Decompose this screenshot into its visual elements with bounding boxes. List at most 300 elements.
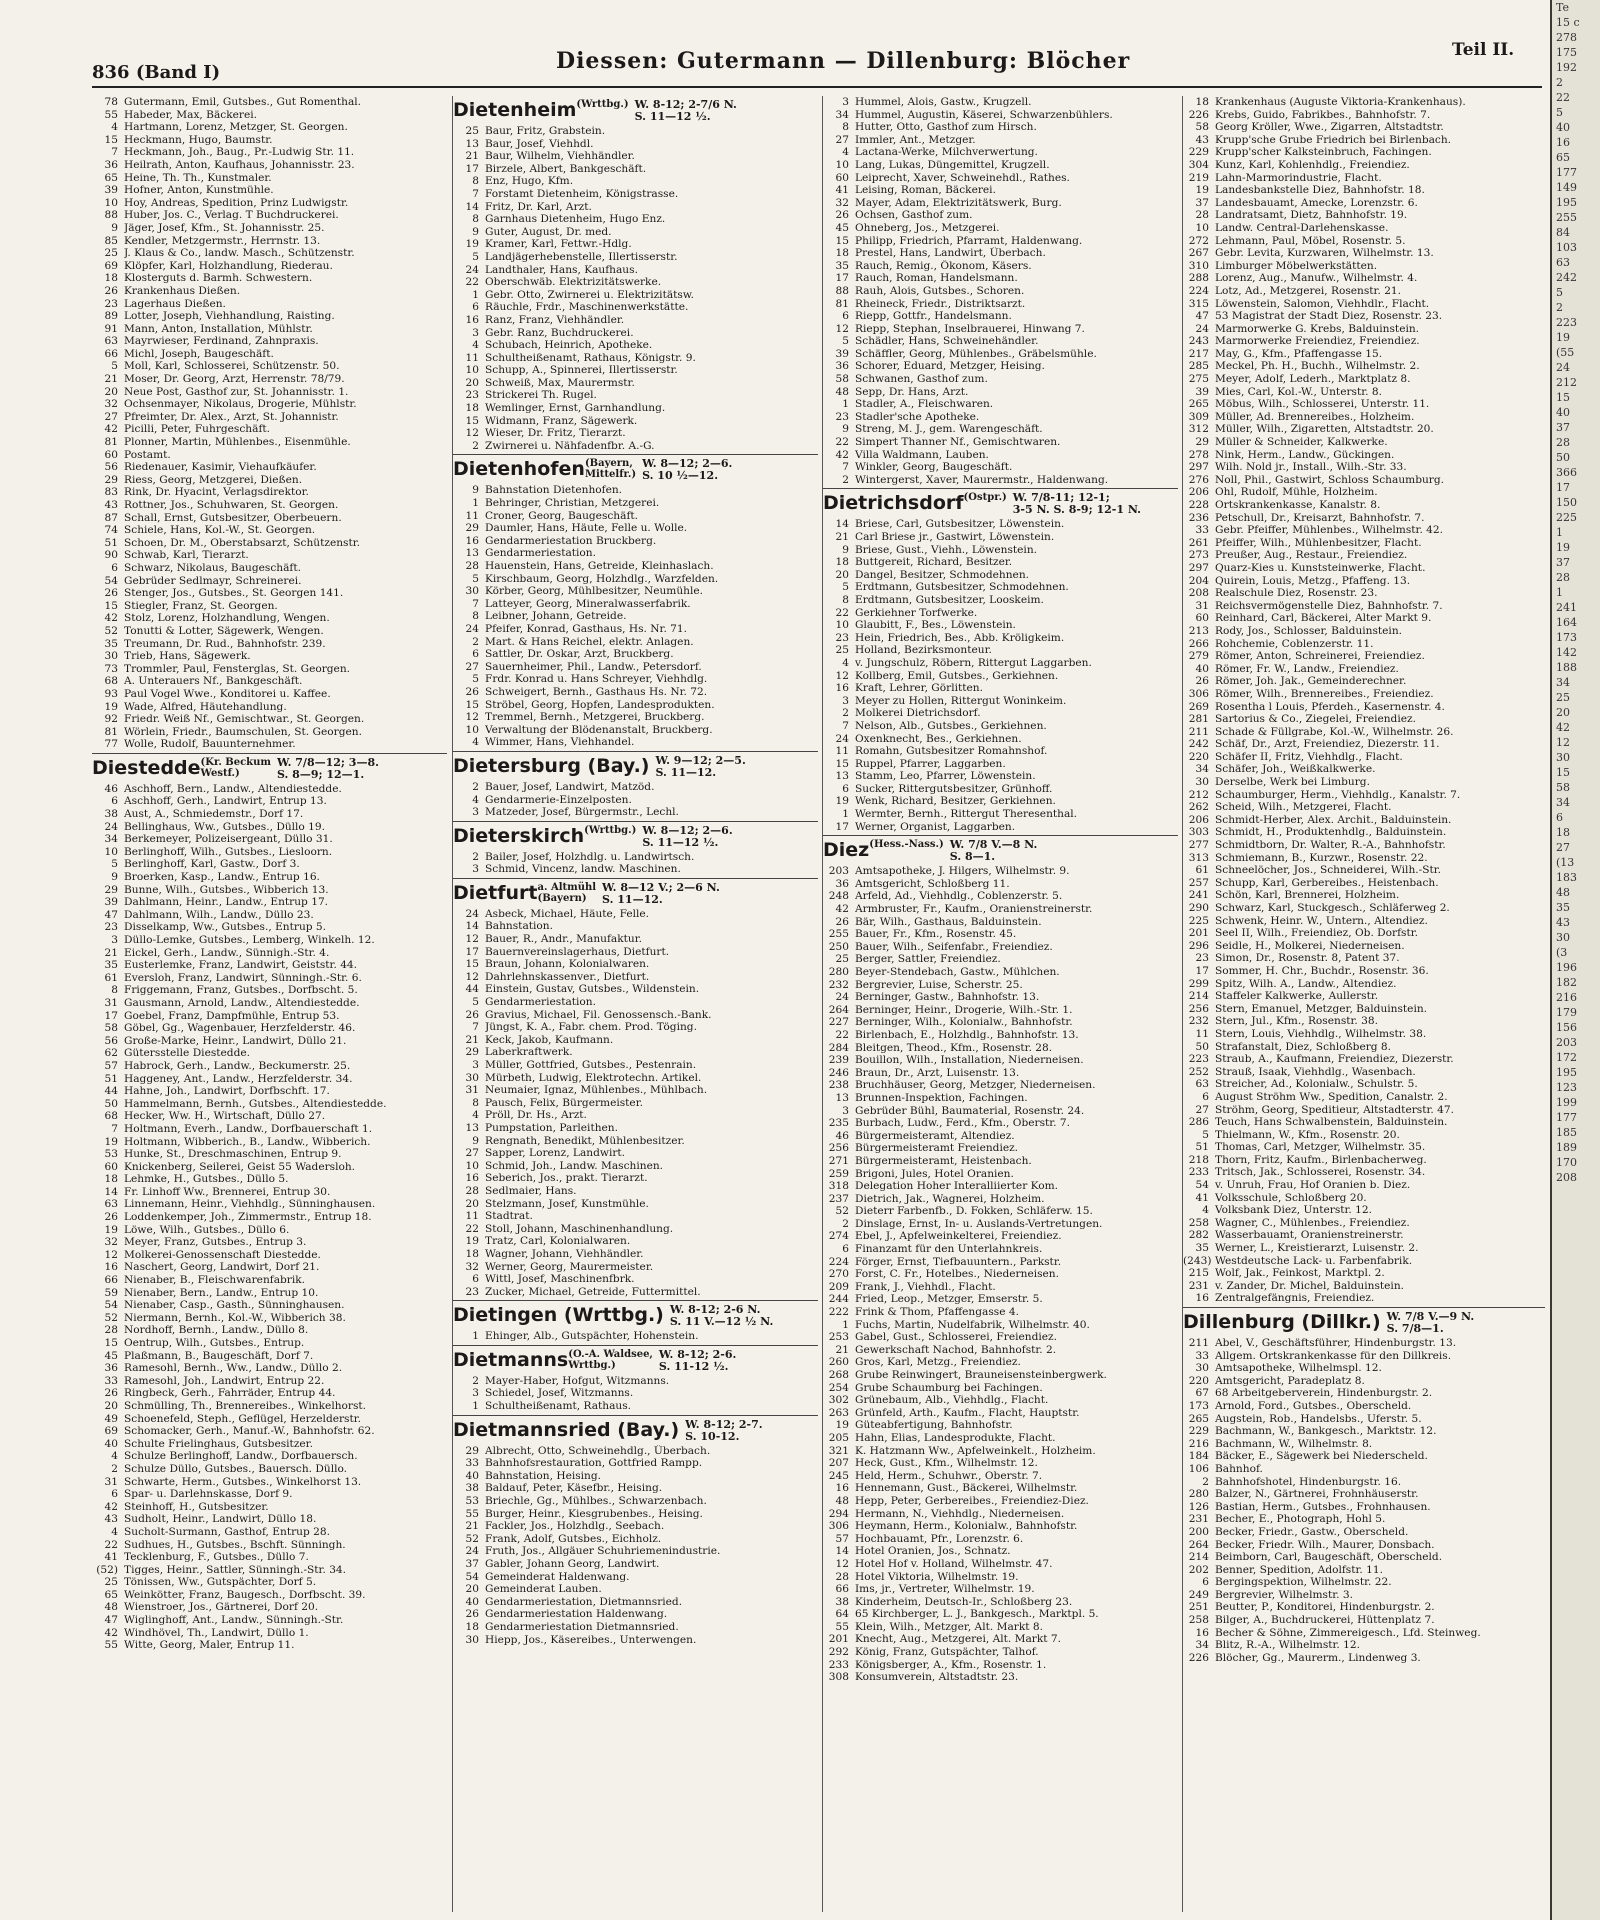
listing-entry xyxy=(823,1193,1178,1206)
phone-number: 65 xyxy=(104,1588,118,1601)
phone-number: 7 xyxy=(842,461,849,474)
listing-entry xyxy=(1183,1400,1545,1413)
phone-number: 37 xyxy=(465,1558,479,1570)
listing-entry xyxy=(92,1589,447,1602)
listing-entry xyxy=(453,497,818,510)
listing-entry xyxy=(453,301,818,314)
subscriber-text: Dieterr Farbenfb., D. Fokken, Schläferw. 15. xyxy=(855,1205,1093,1218)
listing-entry xyxy=(1183,1028,1545,1041)
listing-entry xyxy=(92,1287,447,1300)
place-section xyxy=(1183,96,1545,1305)
subscriber-text: Nienaber, Casp., Gasth., Sünninghausen. xyxy=(124,1299,345,1312)
listing-entry xyxy=(1183,1129,1545,1142)
phone-number: 15 xyxy=(465,958,479,971)
listing-entry xyxy=(92,486,447,499)
subscriber-text: Braun, Johann, Kolonialwaren. xyxy=(485,958,650,971)
subscriber-text: Klosterguts d. Barmh. Schwestern. xyxy=(124,272,313,285)
listing-entry xyxy=(823,865,1178,878)
subscriber-text: Bahnhofsrestauration, Gottfried Rampp. xyxy=(485,1457,703,1470)
subscriber-text: Pfeiffer, Wilh., Mühlenbesitzer, Flacht. xyxy=(1215,536,1422,549)
place-qualifier: (Ostpr.) xyxy=(963,492,1007,504)
phone-number: 228 xyxy=(1188,499,1209,511)
listing-entry xyxy=(92,1312,447,1325)
subscriber-text: Rottner, Jos., Schuhwaren, St. Georgen. xyxy=(124,499,339,511)
phone-number: 10 xyxy=(104,196,118,209)
phone-number: 205 xyxy=(828,1431,849,1444)
subscriber-text: Stadler'sche Apotheke. xyxy=(855,410,980,423)
listing-entry xyxy=(92,1337,447,1350)
listing-entry xyxy=(823,1369,1178,1382)
subscriber-text: Wiglinghoff, Ant., Landw., Sünningh.-Str. xyxy=(124,1614,344,1627)
subscriber-text: Landesbankstelle Diez, Bahnhofstr. 18. xyxy=(1215,184,1425,197)
phone-number: 32 xyxy=(104,398,118,411)
subscriber-text: Paul Vogel Wwe., Konditorei u. Kaffee. xyxy=(124,687,331,700)
phone-number: 6 xyxy=(842,782,849,795)
listing-entry xyxy=(823,594,1178,607)
phone-number: 33 xyxy=(465,1457,479,1470)
listing-entry xyxy=(1183,1551,1545,1564)
listing-entry xyxy=(92,474,447,487)
place-section xyxy=(1183,1307,1545,1664)
subscriber-text: Schulze Düllo, Gutsbes., Bauersch. Düllo. xyxy=(124,1462,348,1475)
listing-entry xyxy=(1183,1242,1545,1255)
edge-fragment: 65 xyxy=(1556,151,1570,164)
phone-number: 28 xyxy=(465,560,479,572)
subscriber-text: Baur, Fritz, Grabstein. xyxy=(485,125,606,137)
listing-entry xyxy=(92,871,447,884)
subscriber-text: Rheineck, Friedr., Distriktsarzt. xyxy=(855,297,1026,310)
place-heading xyxy=(92,753,447,781)
listing-entry xyxy=(1183,1526,1545,1539)
phone-number: 296 xyxy=(1188,939,1209,952)
listing-entry xyxy=(1183,1639,1545,1652)
phone-number: 31 xyxy=(465,1084,479,1097)
listing-entry xyxy=(453,1330,818,1343)
phone-number: 47 xyxy=(1195,310,1209,323)
place-qualifier: (Kr. Beckum Westf.) xyxy=(200,756,271,779)
subscriber-text: Strafanstalt, Diez, Schloßberg 8. xyxy=(1215,1040,1392,1053)
subscriber-text: Förger, Ernst, Tiefbauuntern., Parkstr. xyxy=(855,1255,1062,1268)
subscriber-text: Seidle, H., Molkerei, Niederneisen. xyxy=(1215,939,1405,952)
listing-entry xyxy=(823,720,1178,733)
edge-fragment: 43 xyxy=(1556,916,1570,929)
subscriber-text: Bastian, Herm., Gutsbes., Frohnhausen. xyxy=(1215,1500,1431,1513)
subscriber-text: Friedr. Weiß Nf., Gemischtwar., St. Georgen. xyxy=(124,713,365,726)
place-name: Dietrichsdorf xyxy=(823,492,964,515)
phone-number: 85 xyxy=(104,234,118,247)
office-hours: W. 8-12; 2-6. S. 11-12 ½. xyxy=(658,1347,737,1373)
listing-entry xyxy=(92,1173,447,1186)
phone-number: 52 xyxy=(465,1532,479,1545)
phone-number: 2 xyxy=(111,1462,118,1475)
phone-number: 318 xyxy=(828,1180,849,1193)
subscriber-text: Ohl, Rudolf, Mühle, Holzheim. xyxy=(1215,486,1378,499)
listing-entry xyxy=(92,575,447,588)
listing-entry xyxy=(92,1601,447,1614)
subscriber-text: Streng, M. J., gem. Warengeschäft. xyxy=(855,423,1043,436)
listing-entry xyxy=(823,544,1178,557)
phone-number: 7 xyxy=(111,1122,118,1135)
phone-number: 1 xyxy=(842,808,849,821)
phone-number: 35 xyxy=(104,637,118,650)
edge-fragment: 212 xyxy=(1556,376,1577,389)
subscriber-text: Lotter, Joseph, Viehhandlung, Raisting. xyxy=(124,310,335,323)
listing-entry xyxy=(823,758,1178,771)
listing-entry xyxy=(453,1545,818,1558)
subscriber-text: 68 Arbeitgeberverein, Hindenburgstr. 2. xyxy=(1215,1387,1433,1400)
phone-number: 12 xyxy=(104,1248,118,1261)
subscriber-text: Müller, Gottfried, Gutsbes., Pestenrain. xyxy=(485,1059,697,1071)
phone-number: 81 xyxy=(835,297,849,310)
subscriber-text: Rengnath, Benedikt, Mühlenbesitzer. xyxy=(485,1134,685,1147)
listing-entry xyxy=(453,1046,818,1059)
subscriber-text: Meckel, Ph. H., Buchh., Wilhelmstr. 2. xyxy=(1215,360,1420,373)
phone-number: 259 xyxy=(828,1167,849,1180)
phone-number: 15 xyxy=(465,414,479,427)
listing-entry xyxy=(453,699,818,712)
phone-number: 20 xyxy=(465,1197,479,1210)
listing-entry xyxy=(92,896,447,909)
listing-entry xyxy=(823,795,1178,808)
phone-number: 31 xyxy=(104,1475,118,1488)
office-hours: W. 8—12; 2—6. S. 10 ½—12. xyxy=(642,457,733,483)
subscriber-text: Hartmann, Lorenz, Metzger, St. Georgen. xyxy=(124,121,348,134)
edge-fragment: 142 xyxy=(1556,646,1577,659)
subscriber-text: Müller, Ad. Brennereibes., Holzheim. xyxy=(1215,410,1415,423)
phone-number: 16 xyxy=(465,313,479,326)
phone-number: 2 xyxy=(842,707,849,720)
listing-entry xyxy=(92,1123,447,1136)
phone-number: 29 xyxy=(104,883,118,896)
subscriber-text: Krupp'sche Grube Friedrich bei Birlenbach. xyxy=(1215,133,1452,146)
listing-entry xyxy=(1183,209,1545,222)
listing-entry xyxy=(1183,335,1545,348)
phone-number: 22 xyxy=(465,1222,479,1235)
listing-entry xyxy=(823,1142,1178,1155)
subscriber-text: Amtsapotheke, J. Hilgers, Wilhelmstr. 9. xyxy=(855,865,1070,878)
listing-entry xyxy=(453,1261,818,1274)
listing-entry xyxy=(1183,146,1545,159)
listing-entry xyxy=(453,1172,818,1185)
listing-entry xyxy=(453,794,818,807)
subscriber-text: Nelson, Alb., Gutsbes., Gerkiehnen. xyxy=(855,719,1047,732)
phone-number: 27 xyxy=(104,410,118,423)
phone-number: 51 xyxy=(104,1072,118,1085)
phone-number: 19 xyxy=(1195,184,1209,197)
phone-number: 17 xyxy=(835,272,849,285)
subscriber-text: Zucker, Michael, Getreide, Futtermittel. xyxy=(485,1285,701,1298)
listing-entry xyxy=(823,531,1178,544)
phone-number: 7 xyxy=(111,146,118,159)
phone-number: 46 xyxy=(835,1129,849,1142)
phone-number: 5 xyxy=(472,572,479,585)
subscriber-text: Lehmke, H., Gutsbes., Düllo 5. xyxy=(124,1173,289,1186)
subscriber-text: Stern, Emanuel, Metzger, Balduinstein. xyxy=(1215,1002,1428,1015)
phone-number: 10 xyxy=(835,619,849,632)
phone-number: 63 xyxy=(1195,1078,1209,1091)
edge-fragment: 1 xyxy=(1556,586,1563,599)
listing-entry xyxy=(823,1633,1178,1646)
listing-entry xyxy=(1183,260,1545,273)
listing-entry xyxy=(92,625,447,638)
subscriber-text: Tecklenburg, F., Gutsbes., Düllo 7. xyxy=(124,1551,309,1564)
subscriber-text: Ohneberg, Jos., Metzgerei. xyxy=(855,221,1000,234)
phone-number: 58 xyxy=(1195,121,1209,134)
listing-entry xyxy=(1183,1450,1545,1463)
phone-number: 303 xyxy=(1188,826,1209,839)
subscriber-text: Schmidt, H., Produktenhdlg., Balduinstein. xyxy=(1215,826,1447,839)
place-name: Dillenburg (Dillkr.) xyxy=(1183,1311,1381,1333)
subscriber-text: v. Zander, Dr. Michel, Balduinstein. xyxy=(1215,1279,1405,1292)
subscriber-text: Trieb, Hans, Sägewerk. xyxy=(124,650,251,663)
phone-number: 5 xyxy=(111,360,118,373)
subscriber-text: Baur, Wilhelm, Viehhändler. xyxy=(485,150,635,163)
phone-number: 294 xyxy=(828,1507,849,1520)
listing-entry xyxy=(823,808,1178,821)
listing-entry xyxy=(92,537,447,550)
subscriber-text: Berlinghoff, Wilh., Gutsbes., Liesloorn. xyxy=(124,845,333,858)
subscriber-text: Hochbauamt, Pfr., Lorenzstr. 6. xyxy=(855,1532,1024,1545)
subscriber-text: Grube Schaumburg bei Fachingen. xyxy=(855,1381,1043,1394)
subscriber-text: Aschhoff, Bern., Landw., Altendiestedde. xyxy=(124,782,342,795)
listing-entry xyxy=(1183,927,1545,940)
phone-number: 81 xyxy=(104,725,118,738)
listing-entry xyxy=(92,1073,447,1086)
phone-number: 30 xyxy=(465,1633,479,1646)
phone-number: 4 xyxy=(111,121,118,134)
subscriber-text: Rink, Dr. Hyacint, Verlagsdirektor. xyxy=(124,486,309,499)
listing-entry xyxy=(823,449,1178,462)
phone-number: 52 xyxy=(104,1311,118,1324)
phone-number: 42 xyxy=(104,423,118,436)
phone-number: 9 xyxy=(472,484,479,497)
place-heading xyxy=(1183,1307,1545,1335)
subscriber-text: Stern, Louis, Viehhdlg., Wilhelmstr. 38. xyxy=(1215,1027,1427,1040)
subscriber-text: Erdtmann, Gutsbesitzer, Looskeim. xyxy=(855,593,1044,606)
phone-number: 208 xyxy=(1188,587,1209,600)
subscriber-text: Bilger, A., Buchdruckerei, Hüttenplatz 7. xyxy=(1215,1614,1435,1627)
listing-entry xyxy=(823,1016,1178,1029)
listing-entry xyxy=(453,327,818,340)
phone-number: 58 xyxy=(835,373,849,386)
listing-entry xyxy=(92,1211,447,1224)
subscriber-text: Reichsvermögenstelle Diez, Bahnhofstr. 7. xyxy=(1215,599,1443,612)
phone-number: 15 xyxy=(104,133,118,146)
subscriber-text: Asbeck, Michael, Häute, Felle. xyxy=(485,907,650,920)
listing-entry xyxy=(453,1135,818,1148)
edge-fragment: 196 xyxy=(1556,961,1577,974)
listing-entry xyxy=(453,1508,818,1521)
phone-number: 273 xyxy=(1188,549,1209,562)
place-qualifier: (Wrttbg.) xyxy=(576,99,629,110)
subscriber-text: Schulze Berlinghoff, Landw., Dorfbauersch. xyxy=(124,1450,358,1463)
listing-entry xyxy=(823,260,1178,273)
listing-entry xyxy=(92,1539,447,1552)
phone-number: 23 xyxy=(104,297,118,310)
subscriber-text: Wienstroer, Jos., Gärtnerei, Dorf 20. xyxy=(124,1601,319,1614)
listing-entry xyxy=(453,736,818,749)
subscriber-text: Seel II, Wilh., Freiendiez, Ob. Dorfstr. xyxy=(1215,927,1418,940)
place-name: Dietfurt xyxy=(453,881,538,904)
place-name: Dietersburg (Bay.) xyxy=(453,754,650,777)
subscriber-text: Mart. & Hans Reichel, elektr. Anlagen. xyxy=(485,635,694,648)
subscriber-text: Landesbauamt, Amecke, Lorenzstr. 6. xyxy=(1215,196,1418,209)
listing-entry xyxy=(823,96,1178,109)
subscriber-text: Berninger, Wilh., Kolonialw., Bahnhofstr. xyxy=(855,1016,1073,1029)
edge-fragment: 177 xyxy=(1556,166,1577,179)
edge-fragment: 2 xyxy=(1556,301,1563,314)
subscriber-text: Dahrlehnskassenver., Dietfurt. xyxy=(485,970,650,983)
listing-entry xyxy=(1183,360,1545,373)
subscriber-text: Marmorwerke Freiendiez, Freiendiez. xyxy=(1215,335,1420,348)
listing-entry xyxy=(453,863,818,876)
subscriber-text: Gebrüder Sedlmayr, Schreinerei. xyxy=(124,574,302,587)
place-section xyxy=(453,1345,818,1413)
subscriber-text: Bauer, Fr., Kfm., Rosenstr. 45. xyxy=(855,928,1017,941)
subscriber-text: Heine, Th. Th., Kunstmaler. xyxy=(124,171,272,184)
phone-number: 12 xyxy=(465,970,479,983)
edge-fragment: 164 xyxy=(1556,616,1577,629)
subscriber-text: Sucholt-Surmann, Gasthof, Entrup 28. xyxy=(124,1525,330,1538)
subscriber-text: Sattler, Dr. Oskar, Arzt, Bruckberg. xyxy=(485,648,674,661)
subscriber-text: Königsberger, A., Kfm., Rosenstr. 1. xyxy=(855,1658,1047,1671)
subscriber-text: Ims, jr., Vertreter, Wilhelmstr. 19. xyxy=(855,1583,1035,1596)
subscriber-text: Niermann, Bernh., Kol.-W., Wibberich 38. xyxy=(124,1311,346,1324)
subscriber-text: Winkler, Georg, Baugeschäft. xyxy=(855,461,1013,474)
listing-entry xyxy=(1183,310,1545,323)
subscriber-text: Krupp'scher Kalksteinbruch, Fachingen. xyxy=(1215,146,1432,159)
listing-entry xyxy=(823,1671,1178,1684)
phone-number: 63 xyxy=(104,1198,118,1211)
listing-entry xyxy=(92,1564,447,1577)
edge-fragment: 17 xyxy=(1556,481,1570,494)
place-qualifier: (Hess.-Nass.) xyxy=(869,839,944,851)
subscriber-text: Klöpfer, Karl, Holzhandlung, Riederau. xyxy=(124,259,333,272)
listing-entry xyxy=(823,745,1178,758)
subscriber-text: Amtsgericht, Schloßberg 11. xyxy=(855,877,1010,890)
listing-entry xyxy=(453,1533,818,1546)
listing-entry xyxy=(453,138,818,151)
listing-entry xyxy=(1183,1217,1545,1230)
subscriber-text: Bailer, Josef, Holzhdlg. u. Landwirtsch. xyxy=(485,850,695,863)
edge-fragment: 182 xyxy=(1556,976,1577,989)
phone-number: 17 xyxy=(104,1009,118,1022)
phone-number: 10 xyxy=(104,845,118,858)
phone-number: 2 xyxy=(472,1374,479,1387)
listing-entry xyxy=(92,1400,447,1413)
listing-entry xyxy=(823,1105,1178,1118)
subscriber-text: Hotel Oranien, Jos., Schnatz. xyxy=(855,1545,1011,1558)
phone-number: 13 xyxy=(835,1091,849,1104)
listing-entry xyxy=(823,1621,1178,1634)
listing-entry xyxy=(92,1627,447,1640)
subscriber-text: Düllo-Lemke, Gutsbes., Lemberg, Winkelh. 12. xyxy=(124,934,375,946)
subscriber-text: Schiele, Hans, Kol.-W., St. Georgen. xyxy=(124,524,316,537)
listing-entry xyxy=(823,1306,1178,1319)
phone-number: 200 xyxy=(1188,1525,1209,1538)
listing-entry xyxy=(453,598,818,611)
listing-entry xyxy=(823,695,1178,708)
listing-entry xyxy=(823,1218,1178,1231)
listing-entry xyxy=(92,1261,447,1274)
listing-entry xyxy=(823,373,1178,386)
subscriber-text: Forstamt Dietenheim, Königstrasse. xyxy=(485,187,679,200)
subscriber-text: Laberkraftwerk. xyxy=(485,1046,573,1059)
phone-number: 212 xyxy=(1188,788,1209,801)
listing-entry xyxy=(92,109,447,122)
listing-entry xyxy=(823,581,1178,594)
listing-entry xyxy=(453,1445,818,1458)
phone-number: 204 xyxy=(1188,574,1209,587)
listing-entry xyxy=(92,146,447,159)
listing-entry xyxy=(823,172,1178,185)
phone-number: 27 xyxy=(465,660,479,673)
phone-number: 7 xyxy=(472,1021,479,1034)
subscriber-text: Wilh. Nold jr., Install., Wilh.-Str. 33. xyxy=(1215,461,1407,474)
phone-number: 66 xyxy=(104,1274,118,1287)
phone-number: 256 xyxy=(1188,1002,1209,1015)
subscriber-text: Ochsenmayer, Nikolaus, Drogerie, Mühlstr. xyxy=(124,398,357,411)
subscriber-text: Wagner, Johann, Viehhändler. xyxy=(485,1247,644,1260)
edge-fragment: 188 xyxy=(1556,661,1577,674)
edge-fragment: 34 xyxy=(1556,676,1570,689)
phone-number: 43 xyxy=(104,1513,118,1526)
place-heading xyxy=(453,1300,818,1328)
phone-number: 224 xyxy=(1188,284,1209,297)
listing-entry xyxy=(92,222,447,235)
subscriber-text: Schmid, Vincenz, landw. Maschinen. xyxy=(485,863,681,876)
listing-entry xyxy=(823,360,1178,373)
subscriber-text: Bergrevier, Wilhelmstr. 3. xyxy=(1215,1588,1353,1601)
subscriber-text: Tritsch, Jak., Schlosserei, Rosenstr. 34. xyxy=(1215,1166,1426,1179)
listing-entry xyxy=(1183,1066,1545,1079)
listing-entry xyxy=(1183,1154,1545,1167)
listing-entry xyxy=(823,209,1178,222)
phone-number: 54 xyxy=(104,1299,118,1312)
phone-number: 40 xyxy=(1195,662,1209,675)
subscriber-text: Wolf, Jak., Feinkost, Marktpl. 2. xyxy=(1215,1267,1385,1280)
subscriber-text: v. Jungschulz, Röbern, Rittergut Laggarben. xyxy=(855,656,1092,669)
phone-number: 297 xyxy=(1188,561,1209,574)
listing-entry xyxy=(1183,902,1545,915)
subscriber-text: Wintergerst, Xaver, Maurermstr., Haldenwang. xyxy=(855,473,1109,486)
listing-entry xyxy=(823,1054,1178,1067)
phone-number: 252 xyxy=(1188,1065,1209,1078)
place-name: Diestedde xyxy=(92,756,201,779)
subscriber-text: Nink, Herm., Landw., Gückingen. xyxy=(1215,448,1395,461)
listing-entry xyxy=(453,1248,818,1261)
phone-number: 3 xyxy=(472,326,479,339)
subscriber-text: Disselkamp, Ww., Gutsbes., Entrup 5. xyxy=(124,921,327,934)
phone-number: 11 xyxy=(1195,1027,1209,1040)
edge-fragment: 366 xyxy=(1556,466,1577,479)
phone-number: 3 xyxy=(472,863,479,876)
phone-number: 36 xyxy=(104,1362,118,1375)
subscriber-text: Wenk, Richard, Besitzer, Gerkiehnen. xyxy=(855,795,1056,808)
phone-number: 14 xyxy=(835,1545,849,1558)
phone-number: 15 xyxy=(465,698,479,711)
listing-entry xyxy=(823,272,1178,285)
phone-number: 23 xyxy=(104,921,118,934)
phone-number: 59 xyxy=(104,1286,118,1299)
phone-number: 42 xyxy=(104,612,118,625)
subscriber-text: Latteyer, Georg, Mineralwasserfabrik. xyxy=(485,597,691,610)
listing-entry xyxy=(453,1185,818,1198)
phone-number: 44 xyxy=(104,1085,118,1098)
subscriber-text: Schön, Karl, Brennerei, Holzheim. xyxy=(1215,889,1400,902)
phone-number: 268 xyxy=(828,1369,849,1381)
listing-entry xyxy=(92,461,447,474)
